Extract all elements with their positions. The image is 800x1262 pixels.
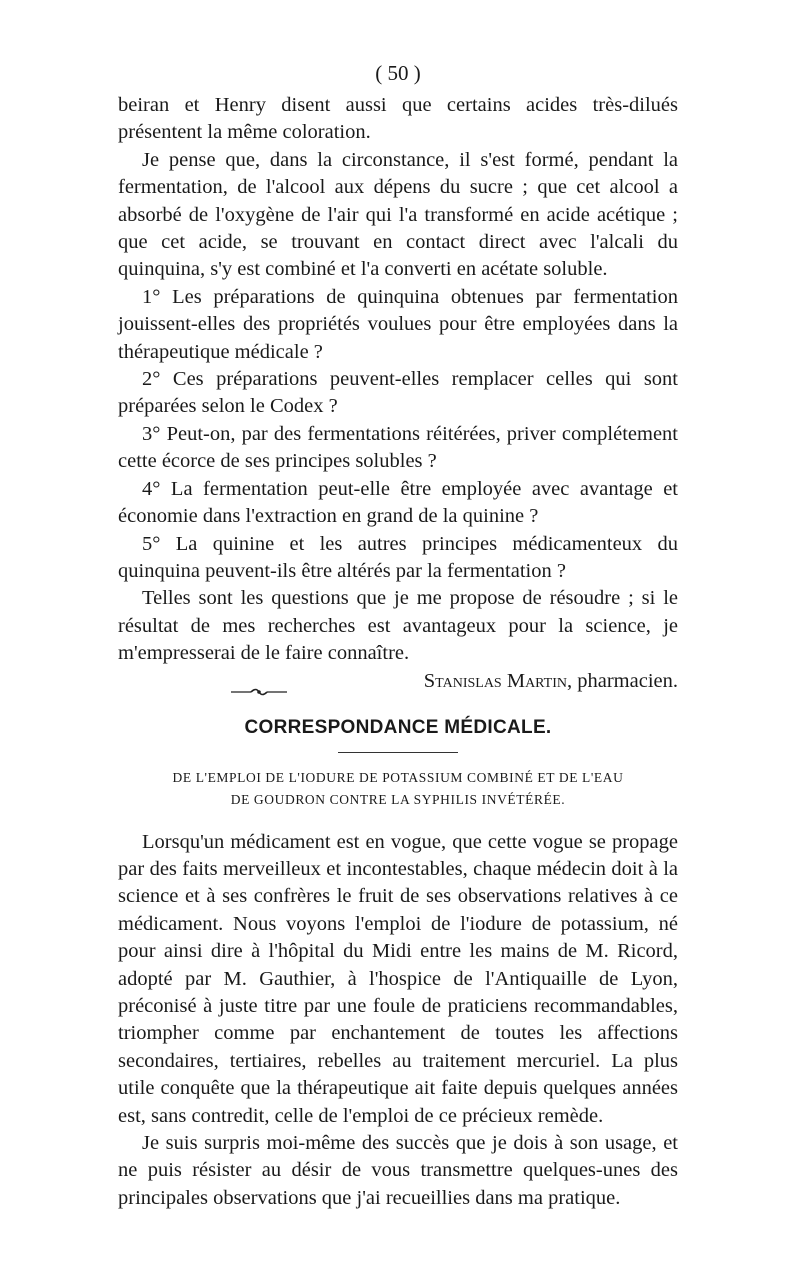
author-name: Stanislas Martin xyxy=(423,669,567,692)
author-signature xyxy=(400,668,678,695)
section-divider-ornament xyxy=(229,686,289,698)
document-page xyxy=(118,58,678,1212)
article-paragraph-2: Je suis surpris moi-même des succès que je dois à son usage, et ne puis résister au désir de vous transmettre quelques-unes des principales observations que j'ai recueillies dans ma pratique. xyxy=(118,1132,678,1209)
paragraph-continuation: beiran et Henry disent aussi que certains acides très-dilués présentent la même coloration. xyxy=(118,94,678,144)
paragraph-hypothesis: Je pense que, dans la circonstance, il s'est formé, pendant la fermentation, de l'alcool aux dépens du sucre ; que cet alcool a absorbé de l'oxygène de l'air qui l'a transformé en acide acétique ; que cet acide, se trouvant en contact direct avec l'alcali du quinquina, s'y est combiné et l'a converti en acétate soluble. xyxy=(118,148,678,281)
article-title-line-1: DE L'EMPLOI DE L'IODURE DE POTASSIUM COMBINÉ ET DE L'EAU xyxy=(172,769,624,785)
closing-text: Telles sont les questions que je me propose de résoudre ; si le résultat de mes recherches est avantageux pour la science, je m'empresserai de le faire connaître. xyxy=(118,587,678,665)
closing-paragraph xyxy=(118,585,678,692)
section-title: CORRESPONDANCE MÉDICALE. xyxy=(244,716,552,738)
question-1: 1° Les préparations de quinquina obtenues par fermentation jouissent-elles des propriétés voulues pour être employées dans la thérapeutique médicale ? xyxy=(118,285,678,363)
article-paragraph-1: Lorsqu'un médicament est en vogue, que cette vogue se propage par des faits merveilleux et incontestables, chaque médecin doit à la science et à ses confrères le fruit de ses observations relatives à ce médicament. Nous voyons l'emploi de l'iodure de potassium, né pour ainsi dire à l'hôpital du Midi entre les mains de M. Ricord, adopté par M. Gauthier, à l'hospice de l'Antiquaille de Lyon, préconisé à juste titre par une foule de praticiens recommandables, triompher comme par enchantement de toutes les affections secondaires, tertiaires, rebelles au traitement mercuriel. La plus utile conquête que la thérapeutique ait faite depuis quelques années est, sans contredit, celle de l'emploi de ce précieux remède. xyxy=(118,830,678,1127)
question-3: 3° Peut-on, par des fermentations réitérées, priver complétement cette écorce de ses principes solubles ? xyxy=(118,422,678,473)
article-title-line-2: DE GOUDRON CONTRE LA SYPHILIS INVÉTÉRÉE. xyxy=(230,791,566,807)
article-title xyxy=(118,767,678,811)
title-rule xyxy=(338,752,458,753)
author-title: , pharmacien. xyxy=(567,669,678,692)
page-number: ( 50 ) xyxy=(375,61,421,85)
question-5: 5° La quinine et les autres principes médicamenteux du quinquina peuvent-ils être altérés par la fermentation ? xyxy=(118,532,678,582)
question-2: 2° Ces préparations peuvent-elles remplacer celles qui sont préparées selon le Codex ? xyxy=(118,368,678,418)
question-4: 4° La fermentation peut-elle être employée avec avantage et économie dans l'extraction en grand de la quinine ? xyxy=(118,477,678,528)
